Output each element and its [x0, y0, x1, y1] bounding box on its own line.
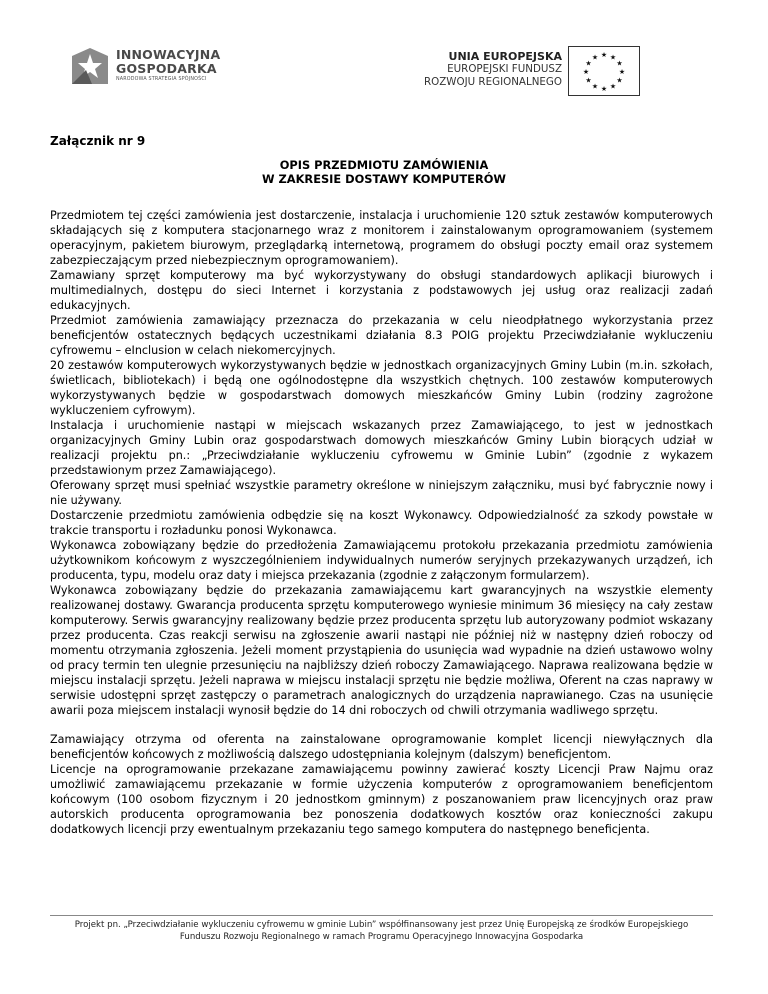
logo-line-3: NARODOWA STRATEGIA SPÓJNOŚCI: [116, 77, 207, 82]
footer-divider: [50, 915, 713, 916]
svg-text:★: ★: [591, 53, 599, 62]
eu-erdf-logo: [423, 46, 680, 98]
svg-text:★: ★: [609, 53, 617, 62]
svg-text:★: ★: [585, 76, 592, 85]
svg-text:★: ★: [616, 76, 623, 85]
paragraph: 20 zestawów komputerowych wykorzystywanych będzie w jednostkach organizacyjnych Gminy Lubin (m.in. szkołach, świetlicach, bibliotekach) i będą one ogólnodostępne dla wszystkich chętnych. 100 zestawów komputerowych wykorzystywanych będzie w gospodarstwach domowych mieszkańców Gminy Lubin (rodziny zagrożone wykluczeniem cyfrowym).: [50, 359, 713, 417]
svg-text:★: ★: [616, 59, 623, 68]
svg-text:★: ★: [582, 68, 590, 76]
logo-line-2: GOSPODARKA: [116, 61, 217, 76]
paragraph: Oferowany sprzęt musi spełniać wszystkie parametry określone w niniejszym załączniku, musi być fabrycznie nowy i nie używany.: [50, 479, 713, 507]
paragraph: Dostarczenie przedmiotu zamówienia odbędzie się na koszt Wykonawcy. Odpowiedzialność za szkody powstałe w trakcie transportu i rozładunku ponosi Wykonawca.: [50, 509, 713, 537]
svg-text:★: ★: [600, 51, 608, 59]
svg-text:★: ★: [591, 82, 599, 91]
footer-line-2: Funduszu Rozwoju Regionalnego w ramach Programu Operacyjnego Innowacyjna Gospodarka: [179, 932, 584, 942]
document-title-line-2: W ZAKRESIE DOSTAWY KOMPUTERÓW: [262, 172, 506, 186]
eu-line-1: UNIA EUROPEJSKA: [448, 50, 562, 63]
document-body: [50, 208, 713, 837]
svg-text:★: ★: [618, 68, 626, 76]
paragraph: Wykonawca zobowiązany będzie do przedłożenia Zamawiającemu protokołu przekazania przedmiotu zamówienia użytkownikom końcowym z wyszczególnieniem indywidualnych numerów seryjnych przekazywanych urządzeń, ich producenta, typu, modelu oraz daty i miejsca przekazania (zgodnie z załączonym formularzem).: [50, 539, 713, 582]
eu-line-2: EUROPEJSKI FUNDUSZ: [447, 63, 562, 75]
footer-line-1: Projekt pn. „Przeciwdziałanie wykluczeniu cyfrowemu w gminie Lubin” współfinansowany jest przez Unię Europejską ze środków Europejskiego: [74, 920, 689, 930]
svg-text:★: ★: [600, 85, 608, 93]
paragraph: Licencje na oprogramowanie przekazane zamawiającemu powinny zawierać koszty Licencji Praw Najmu oraz umożliwić zamawiającemu przekazanie w formie użyczenia komputerów z oprogramowaniem beneficjentom końcowym (100 osobom fizycznym i 20 jednostkom gminnym) z poszanowaniem praw licencyjnych oraz praw autorskich producenta oprogramowania bez ponoszenia dodatkowych kosztów oraz konieczności zakupu dodatkowych licencji przy ewentualnym przekazaniu tego samego komputera do następnego beneficjenta.: [50, 763, 713, 836]
document-title-line-1: OPIS PRZEDMIOTU ZAMÓWIENIA: [279, 158, 489, 172]
paragraph: Przedmiotem tej części zamówienia jest dostarczenie, instalacja i uruchomienie 120 sztuk zestawów komputerowych składających się z komputera stacjonarnego wraz z monitorem i zainstalowanym oprogramowaniem (systemem operacyjnym, pakietem biurowym, przeglądarką internetową, programem do obsługi poczty email oraz systemem zabezpieczającym przed niebezpiecznym oprogramowaniem).: [50, 209, 713, 267]
eu-flag-icon: [568, 46, 640, 96]
paragraph: Zamawiający otrzyma od oferenta na zainstalowane oprogramowanie komplet licencji niewyłącznych dla beneficjentów końcowych z możliwością dalszego udostępniania kolejnym (dalszym) beneficjentom.: [50, 733, 713, 761]
logo-line-1: INNOWACYJNA: [116, 47, 221, 62]
innowacyjna-gospodarka-logo: [68, 44, 221, 94]
eu-line-3: ROZWOJU REGIONALNEGO: [423, 76, 562, 88]
paragraph: Wykonawca zobowiązany będzie do przekazania zamawiającemu kart gwarancyjnych na wszystkie elementy realizowanej dostawy. Gwarancja producenta sprzętu komputerowego wyniesie minimum 36 miesięcy na cały zestaw komputerowy. Serwis gwarancyjny realizowany będzie przez producenta sprzętu lub autoryzowany podmiot wskazany przez producenta. Czas reakcji serwisu na zgłoszenie awarii nastąpi nie później niż w następny dzień roboczy od momentu otrzymania zgłoszenia. Jeżeli moment przystąpienia do usunięcia wad wypadnie na dzień ustawowo wolny od pracy termin ten ulegnie przesunięciu na najbliższy dzień roboczy Zamawiającego. Naprawa realizowana będzie w miejscu instalacji sprzętu. Jeżeli naprawa w miejscu instalacji sprzętu nie będzie możliwa, Oferent na czas naprawy w serwisie udostępni sprzęt zastępczy o parametrach analogicznych do urządzenia naprawianego. Czas na usunięcie awarii poza miejscem instalacji wynosił będzie do 14 dni roboczych od chwili otrzymania wadliwego sprzętu.: [50, 584, 713, 717]
annex-number: Załącznik nr 9: [50, 134, 146, 148]
paragraph: Przedmiot zamówienia zamawiający przeznacza do przekazania w celu nieodpłatnego wykorzystania przez beneficjentów ostatecznych będących uczestnikami działania 8.3 POIG projektu Przeciwdziałanie wykluczeniu cyfrowemu – eInclusion w celach niekomercyjnych.: [50, 314, 713, 357]
svg-text:★: ★: [609, 82, 617, 91]
paragraph: Zamawiany sprzęt komputerowy ma być wykorzystywany do obsługi standardowych aplikacji biurowych i multimedialnych, dostępu do sieci Internet i korzystania z podstawowych jej usług oraz realizacji zadań edukacyjnych.: [50, 269, 713, 312]
page-footer: [40, 919, 723, 943]
paragraph: Instalacja i uruchomienie nastąpi w miejscach wskazanych przez Zamawiającego, to jest w jednostkach organizacyjnych Gminy Lubin oraz gospodarstwach domowych mieszkańców Gminy Lubin biorących udział w realizacji projektu pn.: „Przeciwdziałanie wykluczeniu cyfrowemu w Gminie Lubin” (zgodnie z wykazem przedstawionym przez Zamawiającego).: [50, 419, 713, 477]
star-emblem-icon: [68, 44, 112, 88]
svg-text:★: ★: [585, 59, 592, 68]
